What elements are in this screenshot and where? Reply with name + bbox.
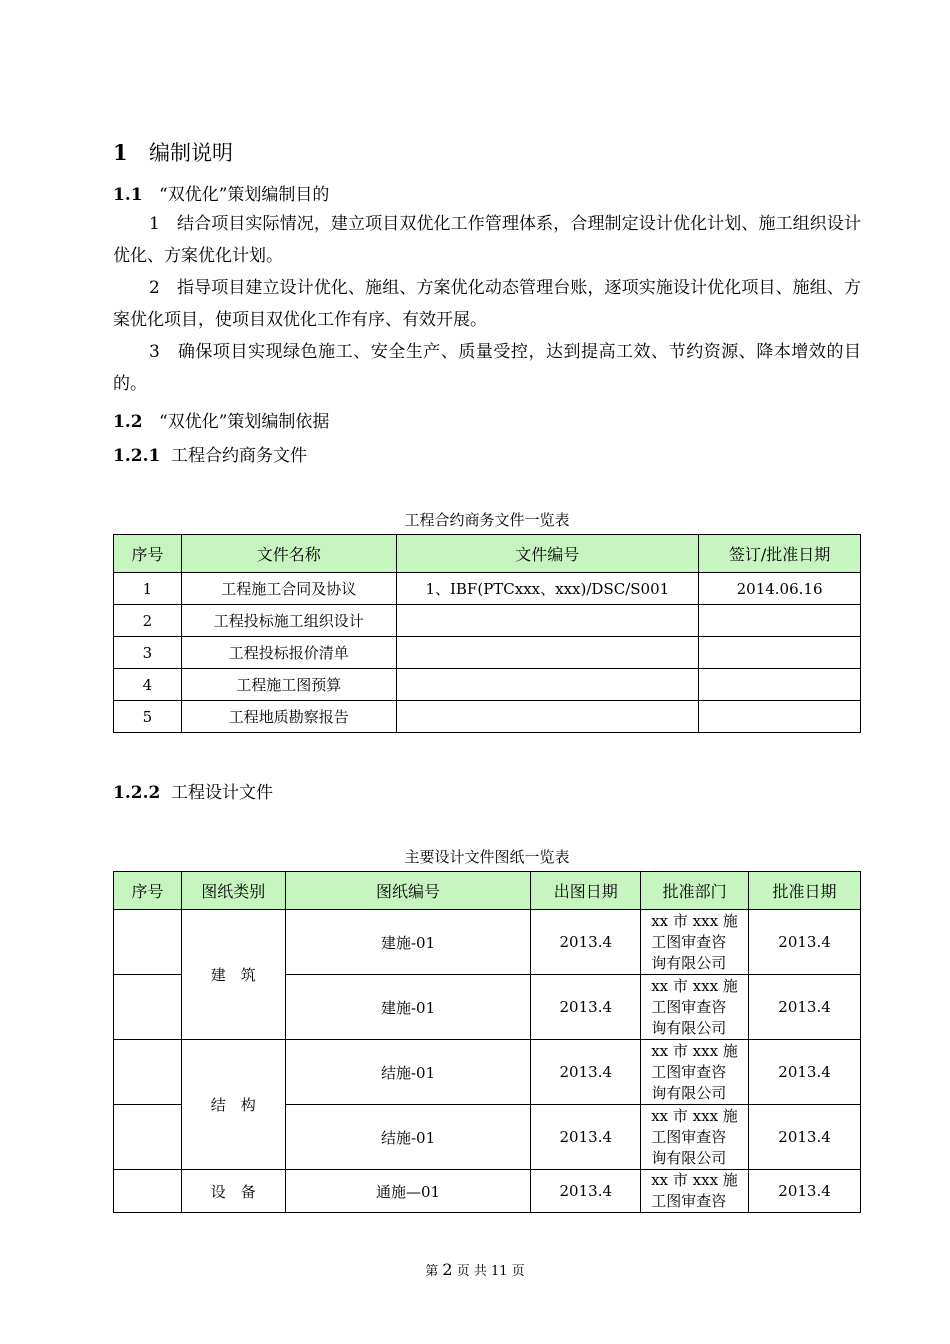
footer-prefix: 第: [425, 1264, 439, 1279]
column-header: 出图日期: [531, 872, 641, 910]
table-cell: 2013.4: [749, 975, 861, 1040]
footer-page-number: 2: [442, 1260, 453, 1279]
purpose-paragraph-3: 3 确保项目实现绿色施工、安全生产、质量受控，达到提高工效、节约资源、降本增效的目的。: [113, 342, 861, 394]
table-cell: [396, 669, 699, 701]
table-cell: 2014.06.16: [699, 573, 861, 605]
section-1-2-heading: [113, 407, 329, 432]
table-row: [114, 701, 861, 733]
table-header-row: [114, 872, 861, 910]
approval-dept-cell: [641, 910, 749, 975]
table-cell: 2013.4: [531, 910, 641, 975]
dept-line: xx 市 xxx 施: [651, 1041, 738, 1060]
table-cell: 结施-01: [285, 1105, 531, 1170]
section-1-2-1-heading: [113, 441, 307, 466]
table2-caption: 主要设计文件图纸一览表: [404, 848, 570, 866]
dept-line: 工图审查咨: [651, 932, 727, 951]
category-cell: 结 构: [181, 1040, 285, 1170]
column-header: 序号: [114, 872, 182, 910]
column-header: 图纸类别: [181, 872, 285, 910]
table-cell: 2013.4: [749, 910, 861, 975]
dept-line: 询有限公司: [651, 953, 727, 972]
dept-line: 询有限公司: [651, 1018, 727, 1037]
dept-line: 工图审查咨: [651, 1062, 727, 1081]
table-row: [114, 637, 861, 669]
table-cell: [699, 701, 861, 733]
section-title: 工程设计文件: [171, 783, 273, 803]
table-cell: [396, 637, 699, 669]
section-1-2-2-heading: [113, 778, 273, 803]
section-1-heading: [113, 137, 233, 167]
table-cell: 工程施工合同及协议: [181, 573, 396, 605]
table-cell: 2013.4: [531, 1170, 641, 1213]
table-cell: [114, 1040, 182, 1105]
table-cell: 2013.4: [531, 1040, 641, 1105]
contract-documents-table: [113, 534, 861, 733]
table-cell: 3: [114, 637, 182, 669]
section-number: 1.2: [113, 412, 143, 432]
table-cell: 2013.4: [531, 975, 641, 1040]
dept-line: xx 市 xxx 施: [651, 1171, 738, 1189]
column-header: 图纸编号: [285, 872, 531, 910]
table-cell: 5: [114, 701, 182, 733]
approval-dept-cell: [641, 1105, 749, 1170]
footer-total-pages: 11: [491, 1264, 508, 1279]
table1-caption: 工程合约商务文件一览表: [404, 511, 570, 529]
category-cell: 建 筑: [181, 910, 285, 1040]
table-cell: [114, 1105, 182, 1170]
section-number: 1.2.1: [113, 446, 161, 466]
approval-dept-cell: [641, 1040, 749, 1105]
dept-line: 工图审查咨: [651, 997, 727, 1016]
table-cell: 建施-01: [285, 975, 531, 1040]
section-1-1-heading: [113, 180, 329, 205]
table-cell: 2013.4: [749, 1105, 861, 1170]
column-header: 签订/批准日期: [699, 535, 861, 573]
column-header: 批准日期: [749, 872, 861, 910]
page-footer: [0, 1260, 950, 1279]
approval-dept-cell: [641, 1170, 749, 1213]
table-cell: 工程投标施工组织设计: [181, 605, 396, 637]
table-cell: [396, 701, 699, 733]
purpose-paragraph-1: 1 结合项目实际情况，建立项目双优化工作管理体系，合理制定设计优化计划、施工组织设计优化、方案优化计划。: [113, 214, 861, 266]
section-title: 编制说明: [149, 141, 233, 165]
section-number: 1.1: [113, 185, 143, 205]
dept-line: xx 市 xxx 施: [651, 976, 738, 995]
section-title: “双优化”策划编制目的: [159, 185, 330, 205]
table-cell: 工程投标报价清单: [181, 637, 396, 669]
purpose-paragraph-2: 2 指导项目建立设计优化、施组、方案优化动态管理台账，逐项实施设计优化项目、施组、方案优化项目，使项目双优化工作有序、有效开展。: [113, 278, 861, 330]
approval-dept-cell: [641, 975, 749, 1040]
table-cell: 2: [114, 605, 182, 637]
footer-mid: 页 共: [456, 1264, 487, 1279]
section-number: 1.2.2: [113, 783, 161, 803]
section-number: 1: [113, 140, 128, 165]
table-cell: [699, 605, 861, 637]
table-row: [114, 669, 861, 701]
table-cell: 1: [114, 573, 182, 605]
dept-line: 询有限公司: [651, 1148, 727, 1167]
table-cell: 2013.4: [749, 1170, 861, 1213]
dept-line: 工图审查咨: [651, 1192, 727, 1210]
table-cell: 建施-01: [285, 910, 531, 975]
table-cell: 工程施工图预算: [181, 669, 396, 701]
footer-suffix: 页: [511, 1264, 525, 1279]
table-cell: [699, 637, 861, 669]
dept-line: xx 市 xxx 施: [651, 1106, 738, 1125]
dept-line: 工图审查咨: [651, 1127, 727, 1146]
table-cell: 工程地质勘察报告: [181, 701, 396, 733]
table-cell: [396, 605, 699, 637]
column-header: 文件编号: [396, 535, 699, 573]
table-header-row: [114, 535, 861, 573]
table-row: [114, 573, 861, 605]
table-row: [114, 1170, 861, 1213]
table-cell: [114, 975, 182, 1040]
dept-line: xx 市 xxx 施: [651, 911, 738, 930]
table-cell: 2013.4: [531, 1105, 641, 1170]
table-cell: 1、IBF(PTCxxx、xxx)/DSC/S001: [396, 573, 699, 605]
section-title: 工程合约商务文件: [171, 446, 307, 466]
table-cell: 4: [114, 669, 182, 701]
table-cell: 2013.4: [749, 1040, 861, 1105]
section-title: “双优化”策划编制依据: [159, 412, 330, 432]
category-cell: 设 备: [181, 1170, 285, 1213]
column-header: 序号: [114, 535, 182, 573]
table-cell: [699, 669, 861, 701]
column-header: 文件名称: [181, 535, 396, 573]
dept-line: 询有限公司: [651, 1083, 727, 1102]
table-cell: 结施-01: [285, 1040, 531, 1105]
table-row: [114, 605, 861, 637]
table-cell: [114, 910, 182, 975]
column-header: 批准部门: [641, 872, 749, 910]
table-cell: 通施—01: [285, 1170, 531, 1213]
table-row: [114, 910, 861, 975]
design-drawings-table: [113, 871, 861, 1213]
table-cell: [114, 1170, 182, 1213]
table-row: [114, 1040, 861, 1105]
